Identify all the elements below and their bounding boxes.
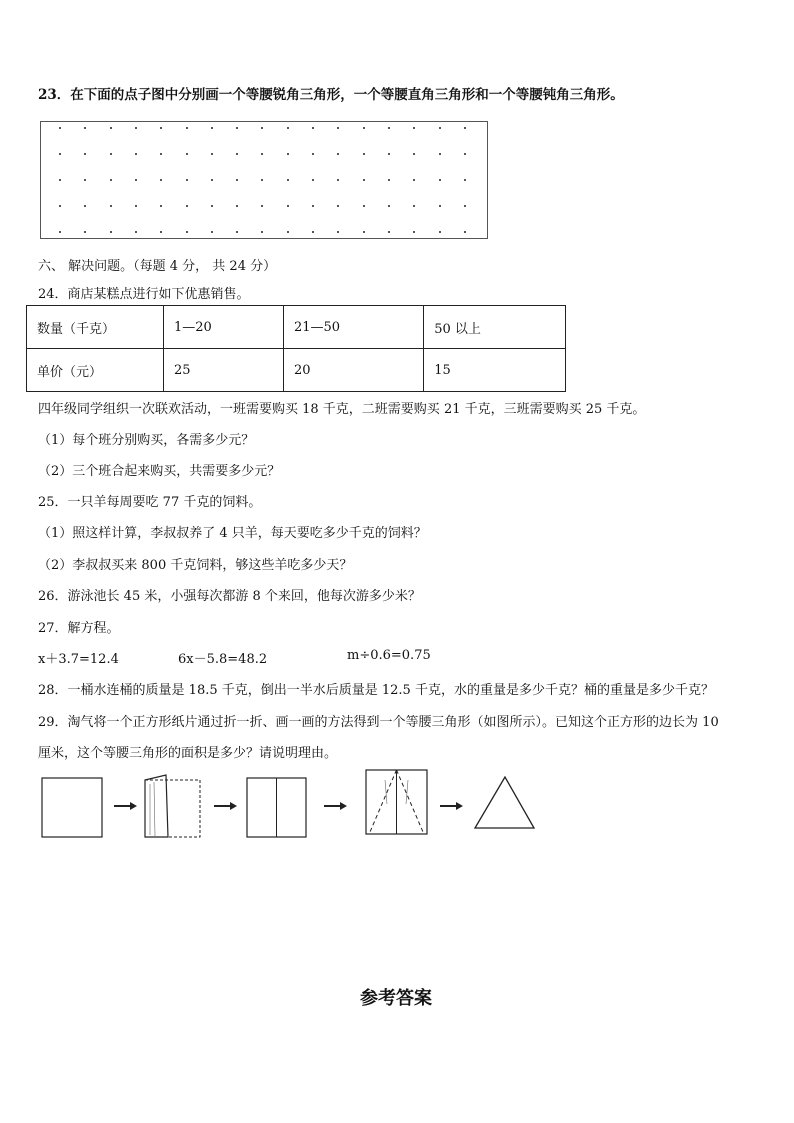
grid-dot [439, 153, 441, 155]
arrow-right-icon [114, 802, 137, 810]
grid-dot [84, 127, 86, 129]
question-24-sub2: （2）三个班合起来购买，共需要多少元？ [38, 464, 281, 479]
grid-dot [413, 179, 415, 181]
grid-dot [464, 127, 466, 129]
grid-dot [287, 179, 289, 181]
grid-dot [110, 127, 112, 129]
grid-dot [413, 205, 415, 207]
grid-dot [312, 153, 314, 155]
grid-dot [439, 127, 441, 129]
grid-dot [59, 179, 61, 181]
grid-dot [160, 153, 162, 155]
grid-dot [388, 153, 390, 155]
grid-dot [439, 205, 441, 207]
arrow-right-icon [214, 802, 237, 810]
table-cell: 20 [283, 349, 423, 392]
grid-dot [135, 153, 137, 155]
question-26: 26．游泳池长 45 米，小强每次都游 8 个来回，他每次游多少米？ [38, 589, 421, 604]
grid-dot [363, 205, 365, 207]
grid-dot [439, 179, 441, 181]
grid-dot [84, 153, 86, 155]
grid-dot [261, 153, 263, 155]
grid-dot [388, 179, 390, 181]
grid-dot [84, 179, 86, 181]
square-step-3-creased [247, 778, 306, 837]
grid-dot [337, 179, 339, 181]
price-table [26, 305, 566, 392]
question-23: 23．在下面的点子图中分别画一个等腰锐角三角形，一个等腰直角三角形和一个等腰钝角三角形。 [38, 87, 624, 103]
grid-dot [59, 205, 61, 207]
question-24: 24．商店某糕点进行如下优惠销售。 [38, 287, 250, 302]
grid-dot [236, 127, 238, 129]
question-25-sub1: （1）照这样计算，李叔叔养了 4 只羊，每天要吃多少千克的饲料？ [38, 526, 427, 541]
grid-dot [363, 153, 365, 155]
grid-dot [287, 127, 289, 129]
equation-2: 6x－5.8=48.2 [178, 652, 268, 667]
grid-dot [287, 153, 289, 155]
table-row [27, 349, 566, 392]
question-25-sub2: （2）李叔叔买来 800 千克饲料，够这些羊吃多少天？ [38, 558, 353, 573]
grid-dot [261, 179, 263, 181]
table-cell: 1—20 [164, 306, 284, 349]
grid-dot [388, 205, 390, 207]
grid-dot [110, 231, 112, 233]
grid-dot [59, 231, 61, 233]
question-27: 27．解方程。 [38, 621, 120, 636]
grid-dot [135, 231, 137, 233]
question-29-line1: 29．淘气将一个正方形纸片通过折一折、画一画的方法得到一个等腰三角形（如图所示）。已知这个正方形的边长为 10 [38, 715, 719, 730]
grid-dot [59, 127, 61, 129]
grid-dot [287, 205, 289, 207]
grid-dot [236, 205, 238, 207]
arrow-right-icon [440, 802, 463, 810]
grid-dot [363, 127, 365, 129]
grid-dot [413, 231, 415, 233]
grid-dot [186, 127, 188, 129]
grid-dot [464, 179, 466, 181]
arrow-right-icon [324, 802, 347, 810]
grid-dot [261, 231, 263, 233]
grid-dot [211, 153, 213, 155]
grid-dot [337, 205, 339, 207]
grid-dot [413, 153, 415, 155]
grid-dot [261, 205, 263, 207]
section-6-heading: 六、 解决问题。（每题 4 分， 共 24 分） [38, 259, 277, 274]
grid-dot [236, 153, 238, 155]
grid-dot [59, 153, 61, 155]
grid-dot [211, 231, 213, 233]
grid-dot [110, 205, 112, 207]
table-cell: 50 以上 [424, 306, 566, 349]
grid-dot [261, 127, 263, 129]
table-row [27, 306, 566, 349]
grid-dot [110, 179, 112, 181]
grid-dot [413, 127, 415, 129]
grid-dot [439, 231, 441, 233]
grid-dot [135, 205, 137, 207]
grid-dot [464, 153, 466, 155]
grid-dot [186, 231, 188, 233]
dot-grid[interactable] [40, 121, 488, 239]
grid-dot [160, 205, 162, 207]
folding-diagram [38, 762, 548, 842]
grid-dot [388, 127, 390, 129]
grid-dot [337, 127, 339, 129]
grid-dot [211, 179, 213, 181]
grid-dot [186, 179, 188, 181]
grid-dot [160, 231, 162, 233]
table-cell: 数量（千克） [27, 306, 164, 349]
grid-dot [312, 231, 314, 233]
grid-dot [464, 205, 466, 207]
grid-dot [110, 153, 112, 155]
grid-dot [337, 231, 339, 233]
grid-dot [211, 127, 213, 129]
grid-dot [388, 231, 390, 233]
question-24-intro: 四年级同学组织一次联欢活动，一班需要购买 18 千克，二班需要购买 21 千克，三班需要购买 25 千克。 [38, 402, 646, 417]
grid-dot [312, 179, 314, 181]
square-step-2-folding [145, 775, 200, 837]
question-25: 25．一只羊每周要吃 77 千克的饲料。 [38, 495, 262, 510]
question-28: 28．一桶水连桶的质量是 18.5 千克，倒出一半水后质量是 12.5 千克，水的重量是多少千克？桶的重量是多少千克？ [38, 683, 714, 698]
grid-dot [236, 231, 238, 233]
grid-dot [84, 231, 86, 233]
grid-dot [84, 205, 86, 207]
question-24-sub1: （1）每个班分别购买，各需多少元？ [38, 433, 255, 448]
grid-dot [186, 153, 188, 155]
grid-dot [160, 127, 162, 129]
grid-dot [363, 231, 365, 233]
grid-dot [337, 153, 339, 155]
grid-dot [363, 179, 365, 181]
grid-dot [135, 179, 137, 181]
grid-dot [287, 231, 289, 233]
equation-3: m÷0.6=0.75 [347, 648, 431, 663]
grid-dot [160, 179, 162, 181]
table-cell: 15 [424, 349, 566, 392]
square-step-4-triangle-drawn [366, 770, 427, 834]
question-29-line2: 厘米，这个等腰三角形的面积是多少？请说明理由。 [38, 746, 338, 761]
grid-dot [236, 179, 238, 181]
grid-dot [312, 127, 314, 129]
table-cell: 25 [164, 349, 284, 392]
answer-title: 参考答案 [360, 988, 432, 1009]
grid-dot [186, 205, 188, 207]
equation-1: x＋3.7=12.4 [38, 652, 119, 667]
isosceles-triangle-result [475, 777, 534, 828]
grid-dot [135, 127, 137, 129]
table-cell: 21—50 [283, 306, 423, 349]
square-step-1 [42, 778, 102, 837]
grid-dot [211, 205, 213, 207]
table-cell: 单价（元） [27, 349, 164, 392]
grid-dot [312, 205, 314, 207]
grid-dot [464, 231, 466, 233]
